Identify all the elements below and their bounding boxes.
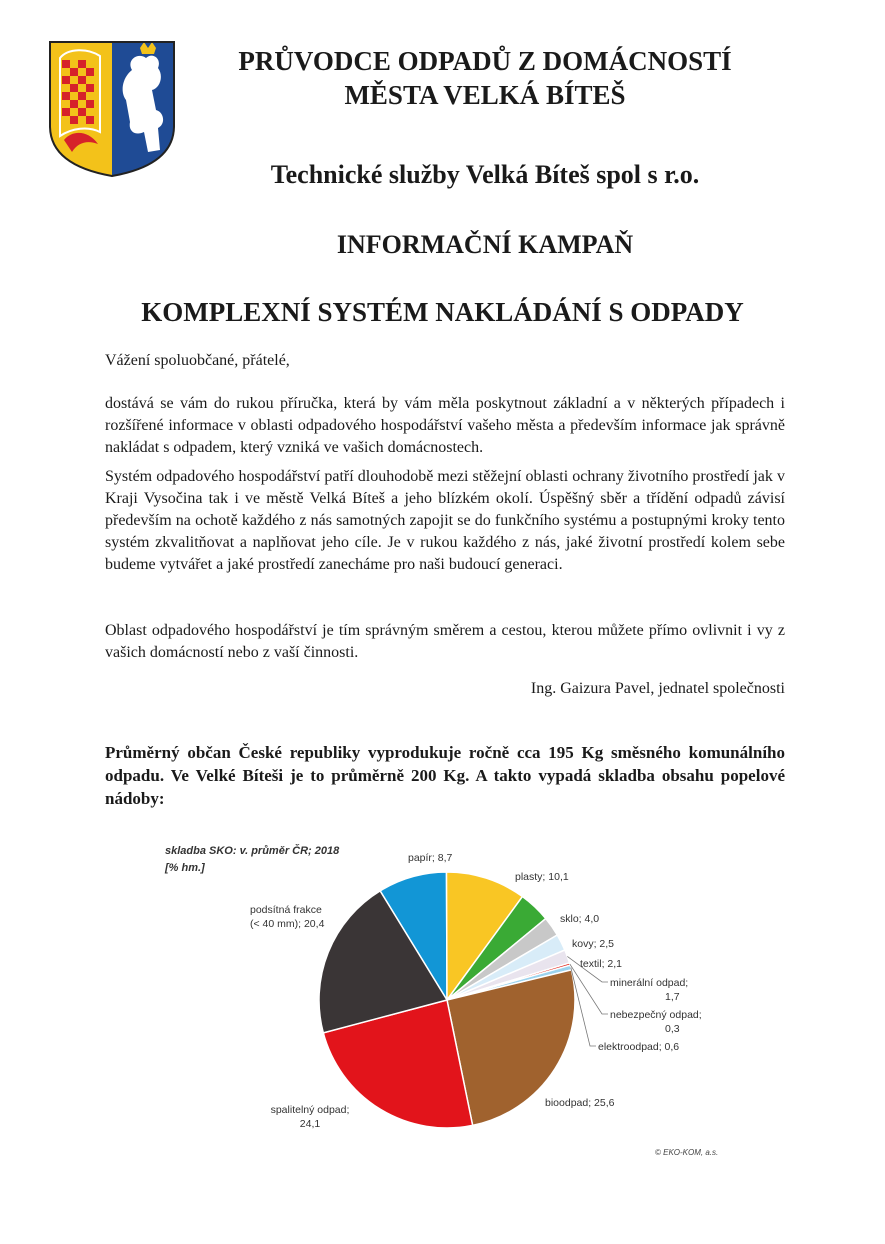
letter-paragraph-2: Systém odpadového hospodářství patří dlouhodobě mezi stěžejní oblasti ochrany životního prostředí jak v Kraji Vysočina tak i ve městě Velká Bíteš a jeho blízkém okolí. Úspěšný sběr a třídění odpadů závisí především na ochotě každého z nás samotných zapojit se do funkčního systému a postupnými kroky tento systém zkvalitňovat a naplňovat jeho cíle. Je v rukou každého z nás, jaké životní prostředí kolem sebe budeme vytvářet a jaké prostředí zanecháme pro naši budoucí generaci. [105, 468, 785, 573]
company-name: Technické služby Velká Bíteš spol s r.o. [270, 160, 700, 189]
title-line-2: MĚSTA VELKÁ BÍTEŠ [344, 80, 626, 110]
pie-chart-svg [140, 830, 760, 1175]
letter-greeting: Vážení spoluobčané, přátelé, [105, 352, 290, 369]
title-line-1: PRŮVODCE ODPADŮ Z DOMÁCNOSTÍ [238, 46, 732, 76]
waste-composition-chart [140, 830, 760, 1175]
slice-label-5-line-1: 1,7 [665, 991, 680, 1003]
coat-of-arms-logo [48, 40, 176, 178]
slice-label-6-line-0: nebezpečný odpad; [610, 1009, 702, 1021]
slice-label-0-line-0: papír; 8,7 [408, 852, 453, 864]
document-title [185, 44, 785, 112]
slice-label-2-line-0: sklo; 4,0 [560, 913, 600, 925]
slice-label-10-line-1: (< 40 mm); 20,4 [250, 918, 325, 930]
slice-label-10-line-0: podsítná frakce [250, 904, 322, 916]
slice-label-9-line-0: spalitelný odpad; [270, 1104, 350, 1116]
slice-label-7-line-0: elektroodpad; 0,6 [598, 1041, 680, 1053]
letter-paragraph-3: Oblast odpadového hospodářství je tím správným směrem a cestou, kterou můžete přímo ovlivnit i vy z vašich domácností nebo z vaší činnosti. [105, 622, 785, 661]
slice-label-6-line-1: 0,3 [665, 1023, 680, 1035]
slice-label-8-line-0: bioodpad; 25,6 [545, 1097, 615, 1109]
campaign-heading: INFORMAČNÍ KAMPAŇ [336, 230, 634, 259]
slice-label-3-line-0: kovy; 2,5 [572, 938, 615, 950]
slice-label-4-line-0: textil; 2,1 [580, 958, 623, 970]
system-heading: KOMPLEXNÍ SYSTÉM NAKLÁDÁNÍ S ODPADY [141, 297, 744, 327]
letter-paragraph-1: dostává se vám do rukou příručka, která by vám měla poskytnout základní a v některých případech i rozšířené informace v oblasti odpadového hospodářství vašeho města a především informace jak správně nakládat s odpadem, který vzniká ve vašich domácnostech. [105, 395, 785, 456]
letter-signature: Ing. Gaizura Pavel, jednatel společnosti [530, 680, 785, 697]
waste-statistics-text: Průměrný občan České republiky vyprodukuje ročně cca 195 Kg směsného komunálního odpadu. Ve Velké Bíteši je to průměrně 200 Kg. A takto vypadá skladba obsahu popelové nádoby: [105, 743, 785, 808]
slice-label-1-line-0: plasty; 10,1 [515, 871, 569, 883]
chart-source: © EKO-KOM, a.s. [655, 1148, 719, 1157]
slice-label-5-line-0: minerální odpad; [610, 977, 689, 989]
slice-label-9-line-1: 24,1 [299, 1118, 321, 1130]
chart-title: skladba SKO: v. průměr ČR; 2018 [165, 845, 340, 857]
chart-subtitle: [% hm.] [165, 862, 205, 874]
